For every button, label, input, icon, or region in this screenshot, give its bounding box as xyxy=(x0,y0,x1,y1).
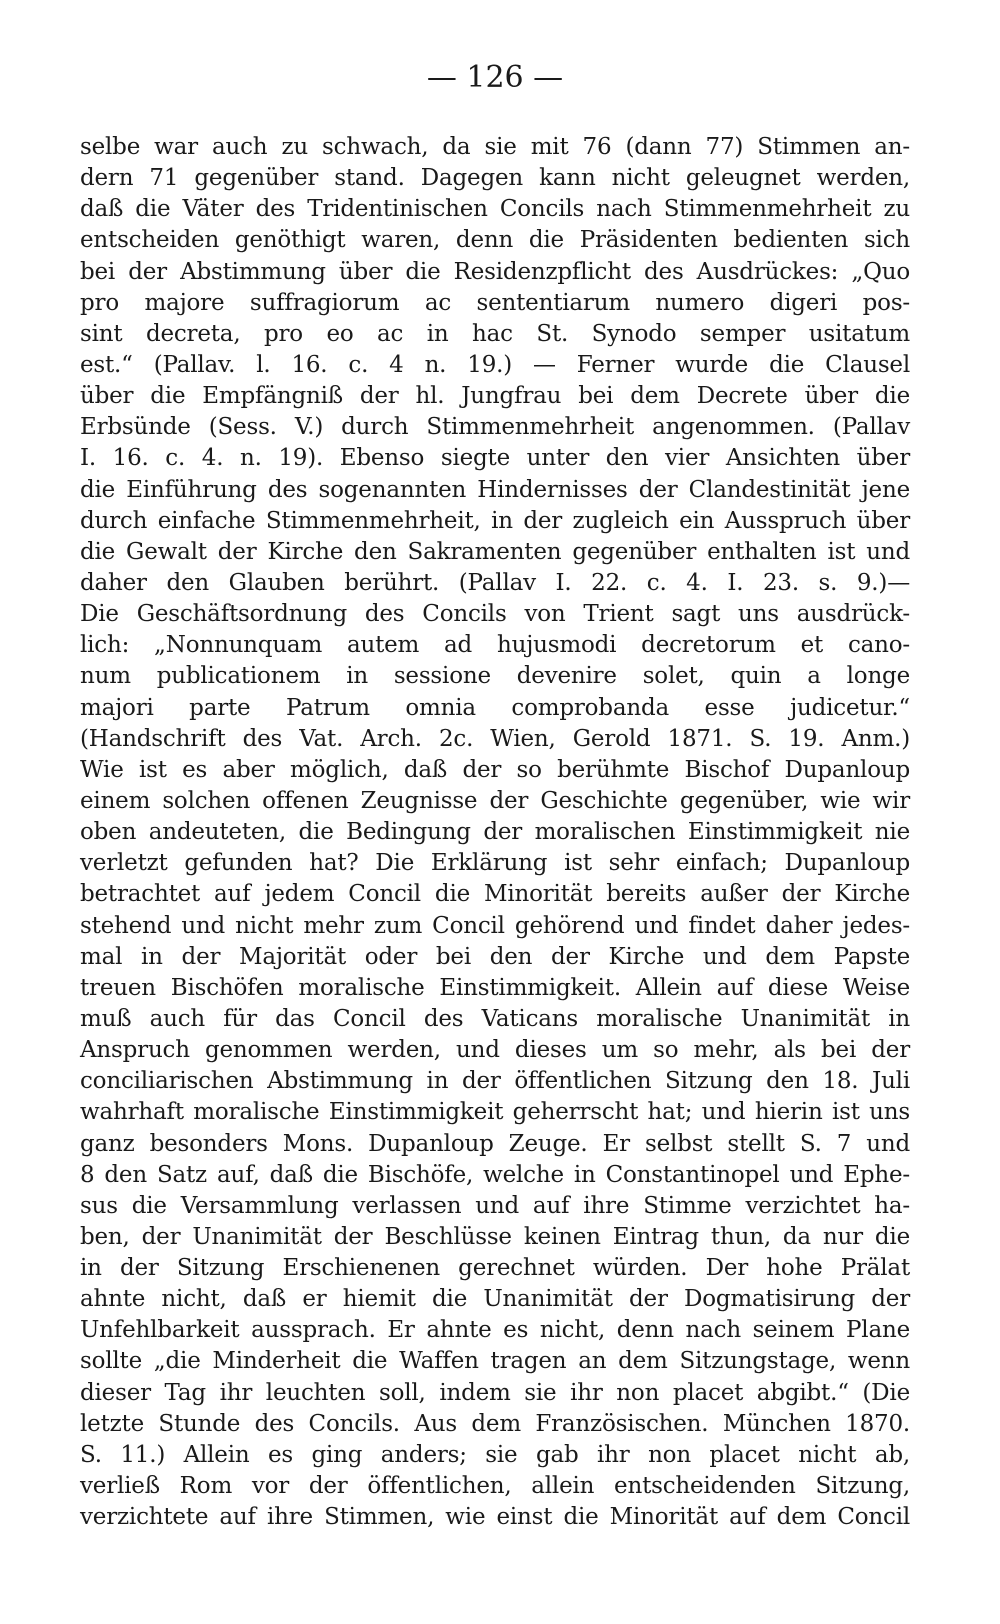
text-line: Die Geschäftsordnung des Concils von Trient sagt uns ausdrück- xyxy=(80,601,910,628)
text-line: selbe war auch zu schwach, da sie mit 76 (dann 77) Stimmen an- xyxy=(80,134,910,160)
text-line: die Einführung des sogenannten Hindernisses der Clandestinität jene xyxy=(80,476,910,503)
text-line: betrachtet auf jedem Concil die Minorität bereits außer der Kirche xyxy=(80,881,910,908)
body-text xyxy=(80,132,910,1533)
text-line: est.“ (Pallav. l. 16. c. 4 n. 19.) — Ferner wurde die Clausel xyxy=(80,351,910,378)
text-line: letzte Stunde des Concils. Aus dem Französischen. München 1870. xyxy=(80,1410,910,1437)
text-line: conciliarischen Abstimmung in der öffentlichen Sitzung den 18. Juli xyxy=(80,1068,910,1095)
text-line: ben, der Unanimität der Beschlüsse keinen Eintrag thun, da nur die xyxy=(80,1223,910,1250)
text-line: bei der Abstimmung über die Residenzpflicht des Ausdrückes: „Quo xyxy=(80,258,910,285)
text-line: Anspruch genommen werden, und dieses um so mehr, als bei der xyxy=(80,1037,910,1064)
text-line: oben andeuteten, die Bedingung der moralischen Einstimmigkeit nie xyxy=(80,819,910,846)
text-line: verließ Rom vor der öffentlichen, allein entscheidenden Sitzung, xyxy=(80,1473,910,1500)
text-line: ganz besonders Mons. Dupanloup Zeuge. Er selbst stellt S. 7 und xyxy=(80,1130,910,1157)
text-line: sint decreta, pro eo ac in hac St. Synodo semper usitatum xyxy=(80,320,910,347)
text-line: (Handschrift des Vat. Arch. 2c. Wien, Gerold 1871. S. 19. Anm.) xyxy=(80,725,910,752)
text-line: I. 16. c. 4. n. 19). Ebenso siegte unter den vier Ansichten über xyxy=(80,445,910,472)
text-line: Wie ist es aber möglich, daß der so berühmte Bischof Dupanloup xyxy=(80,756,910,783)
text-line: pro majore suffragiorum ac sententiarum numero digeri pos- xyxy=(80,289,910,316)
text-line: die Gewalt der Kirche den Sakramenten gegenüber enthalten ist und xyxy=(80,538,910,565)
text-line: durch einfache Stimmenmehrheit, in der zugleich ein Ausspruch über xyxy=(80,507,910,534)
text-line: dern 71 gegenüber stand. Dagegen kann nicht geleugnet werden, xyxy=(80,165,910,192)
text-line: 8 den Satz auf, daß die Bischöfe, welche in Constantinopel und Ephe- xyxy=(80,1161,910,1188)
text-line: mal in der Majorität oder bei den der Kirche und dem Papste xyxy=(80,943,910,970)
text-line: majori parte Patrum omnia comprobanda esse judicetur.“ xyxy=(80,694,910,721)
text-line: sus die Versammlung verlassen und auf ihre Stimme verzichtet ha- xyxy=(80,1192,910,1219)
text-line: entscheiden genöthigt waren, denn die Präsidenten bedienten sich xyxy=(80,227,910,254)
text-line: verzichtete auf ihre Stimmen, wie einst die Minorität auf dem Concil xyxy=(80,1504,910,1531)
text-line: Erbsünde (Sess. V.) durch Stimmenmehrheit angenommen. (Pallav xyxy=(80,414,910,441)
text-line: wahrhaft moralische Einstimmigkeit geherrscht hat; und hierin ist uns xyxy=(80,1099,910,1126)
text-line: Unfehlbarkeit aussprach. Er ahnte es nicht, denn nach seinem Plane xyxy=(80,1317,910,1344)
text-line: stehend und nicht mehr zum Concil gehörend und findet daher jedes- xyxy=(80,912,910,939)
text-line: num publicationem in sessione devenire solet, quin a longe xyxy=(80,663,910,690)
text-line: S. 11.) Allein es ging anders; sie gab ihr non placet nicht ab, xyxy=(80,1441,910,1468)
text-line: einem solchen offenen Zeugnisse der Geschichte gegenüber, wie wir xyxy=(80,787,910,814)
text-line: in der Sitzung Erschienenen gerechnet würden. Der hohe Prälat xyxy=(80,1255,910,1282)
text-line: muß auch für das Concil des Vaticans moralische Unanimität in xyxy=(80,1005,910,1032)
text-line: sollte „die Minderheit die Waffen tragen an dem Sitzungstage, wenn xyxy=(80,1348,910,1375)
text-line: treuen Bischöfen moralische Einstimmigkeit. Allein auf diese Weise xyxy=(80,974,910,1001)
text-line: verletzt gefunden hat? Die Erklärung ist sehr einfach; Dupanloup xyxy=(80,850,910,877)
text-line: daher den Glauben berührt. (Pallav I. 22. c. 4. I. 23. s. 9.)— xyxy=(80,569,910,596)
text-line: über die Empfängniß der hl. Jungfrau bei dem Decrete über die xyxy=(80,383,910,410)
text-line: lich: „Nonnunquam autem ad hujusmodi decretorum et cano- xyxy=(80,632,910,659)
text-line: ahnte nicht, daß er hiemit die Unanimität der Dogmatisirung der xyxy=(80,1286,910,1313)
page-number-header: — 126 — xyxy=(426,60,564,95)
text-line: daß die Väter des Tridentinischen Concils nach Stimmenmehrheit zu xyxy=(80,196,910,223)
text-line: dieser Tag ihr leuchten soll, indem sie ihr non placet abgibt.“ (Die xyxy=(80,1379,910,1406)
